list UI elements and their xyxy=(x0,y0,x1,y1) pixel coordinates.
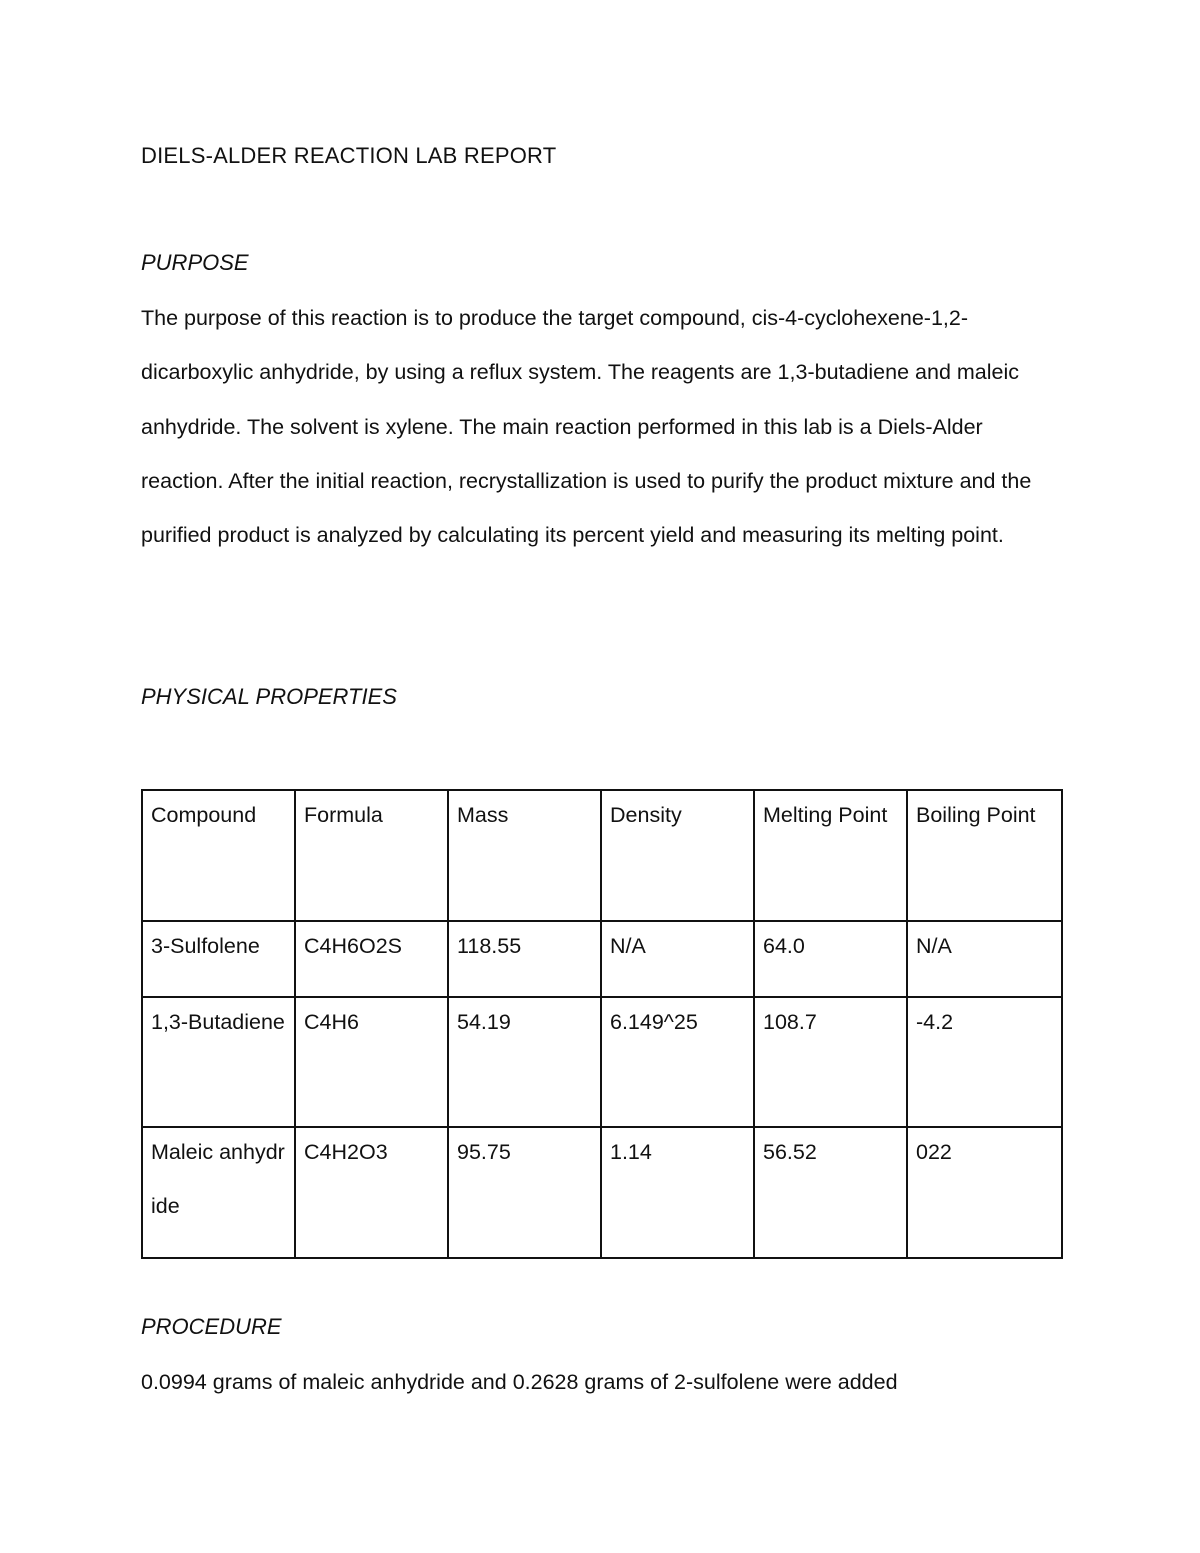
table-cell xyxy=(601,997,754,1127)
table-cell xyxy=(754,921,907,997)
cell-compound: Maleic anhydride xyxy=(151,1140,285,1218)
table-cell xyxy=(142,1127,295,1258)
cell-melting-point: 56.52 xyxy=(763,1140,817,1164)
cell-formula: C4H6O2S xyxy=(304,934,402,958)
table-cell xyxy=(295,997,448,1127)
cell-compound: 1,3-Butadiene xyxy=(151,1010,285,1034)
procedure-paragraph: 0.0994 grams of maleic anhydride and 0.2628 grams of 2-sulfolene were added xyxy=(141,1370,898,1394)
table-cell xyxy=(448,997,601,1127)
table-cell xyxy=(142,921,295,997)
table-cell xyxy=(754,1127,907,1258)
column-header xyxy=(601,790,754,921)
cell-formula: C4H2O3 xyxy=(304,1140,388,1164)
cell-mass: 95.75 xyxy=(457,1140,511,1164)
cell-boiling-point: -4.2 xyxy=(916,1010,954,1034)
table-header-row xyxy=(142,790,1062,921)
purpose-heading: PURPOSE xyxy=(141,250,249,275)
cell-boiling-point: 022 xyxy=(916,1140,952,1164)
table-cell xyxy=(907,997,1062,1127)
table-cell xyxy=(295,1127,448,1258)
table-cell xyxy=(448,1127,601,1258)
table-row xyxy=(142,921,1062,997)
column-header-formula: Formula xyxy=(304,803,383,827)
table-cell xyxy=(448,921,601,997)
document-title: DIELS-ALDER REACTION LAB REPORT xyxy=(141,143,557,168)
procedure-heading: PROCEDURE xyxy=(141,1314,282,1339)
cell-compound: 3-Sulfolene xyxy=(151,934,260,958)
table-cell xyxy=(907,921,1062,997)
table-cell xyxy=(601,921,754,997)
column-header xyxy=(754,790,907,921)
table-cell xyxy=(754,997,907,1127)
cell-mass: 118.55 xyxy=(457,934,522,958)
cell-density: N/A xyxy=(610,934,646,958)
column-header xyxy=(448,790,601,921)
column-header-density: Density xyxy=(610,803,682,827)
cell-density: 6.149^25 xyxy=(610,1010,698,1034)
cell-formula: C4H6 xyxy=(304,1010,359,1034)
cell-melting-point: 64.0 xyxy=(763,934,805,958)
table-cell xyxy=(907,1127,1062,1258)
table-cell xyxy=(142,997,295,1127)
cell-density: 1.14 xyxy=(610,1140,652,1164)
column-header-boiling-point: Boiling Point xyxy=(916,803,1036,827)
column-header xyxy=(295,790,448,921)
physical-properties-heading: PHYSICAL PROPERTIES xyxy=(141,684,397,709)
column-header-compound: Compound xyxy=(151,803,257,827)
column-header-melting-point: Melting Point xyxy=(763,803,888,827)
purpose-paragraph: The purpose of this reaction is to produce the target compound, cis-4-cyclohexene-1,2-dicarboxylic anhydride, by using a reflux system. The reagents are 1,3-butadiene and maleic anhydride. The solvent is xylene. The main reaction performed in this lab is a Diels-Alder reaction. After the initial reaction, recrystallization is used to purify the product mixture and the purified product is analyzed by calculating its percent yield and measuring its melting point. xyxy=(141,306,1032,548)
physical-properties-table xyxy=(141,789,1063,1259)
cell-boiling-point: N/A xyxy=(916,934,952,958)
column-header xyxy=(142,790,295,921)
column-header xyxy=(907,790,1062,921)
cell-melting-point: 108.7 xyxy=(763,1010,817,1034)
table-cell xyxy=(295,921,448,997)
column-header-mass: Mass xyxy=(457,803,509,827)
cell-mass: 54.19 xyxy=(457,1010,511,1034)
table-row xyxy=(142,1127,1062,1258)
table-row xyxy=(142,997,1062,1127)
table-cell xyxy=(601,1127,754,1258)
